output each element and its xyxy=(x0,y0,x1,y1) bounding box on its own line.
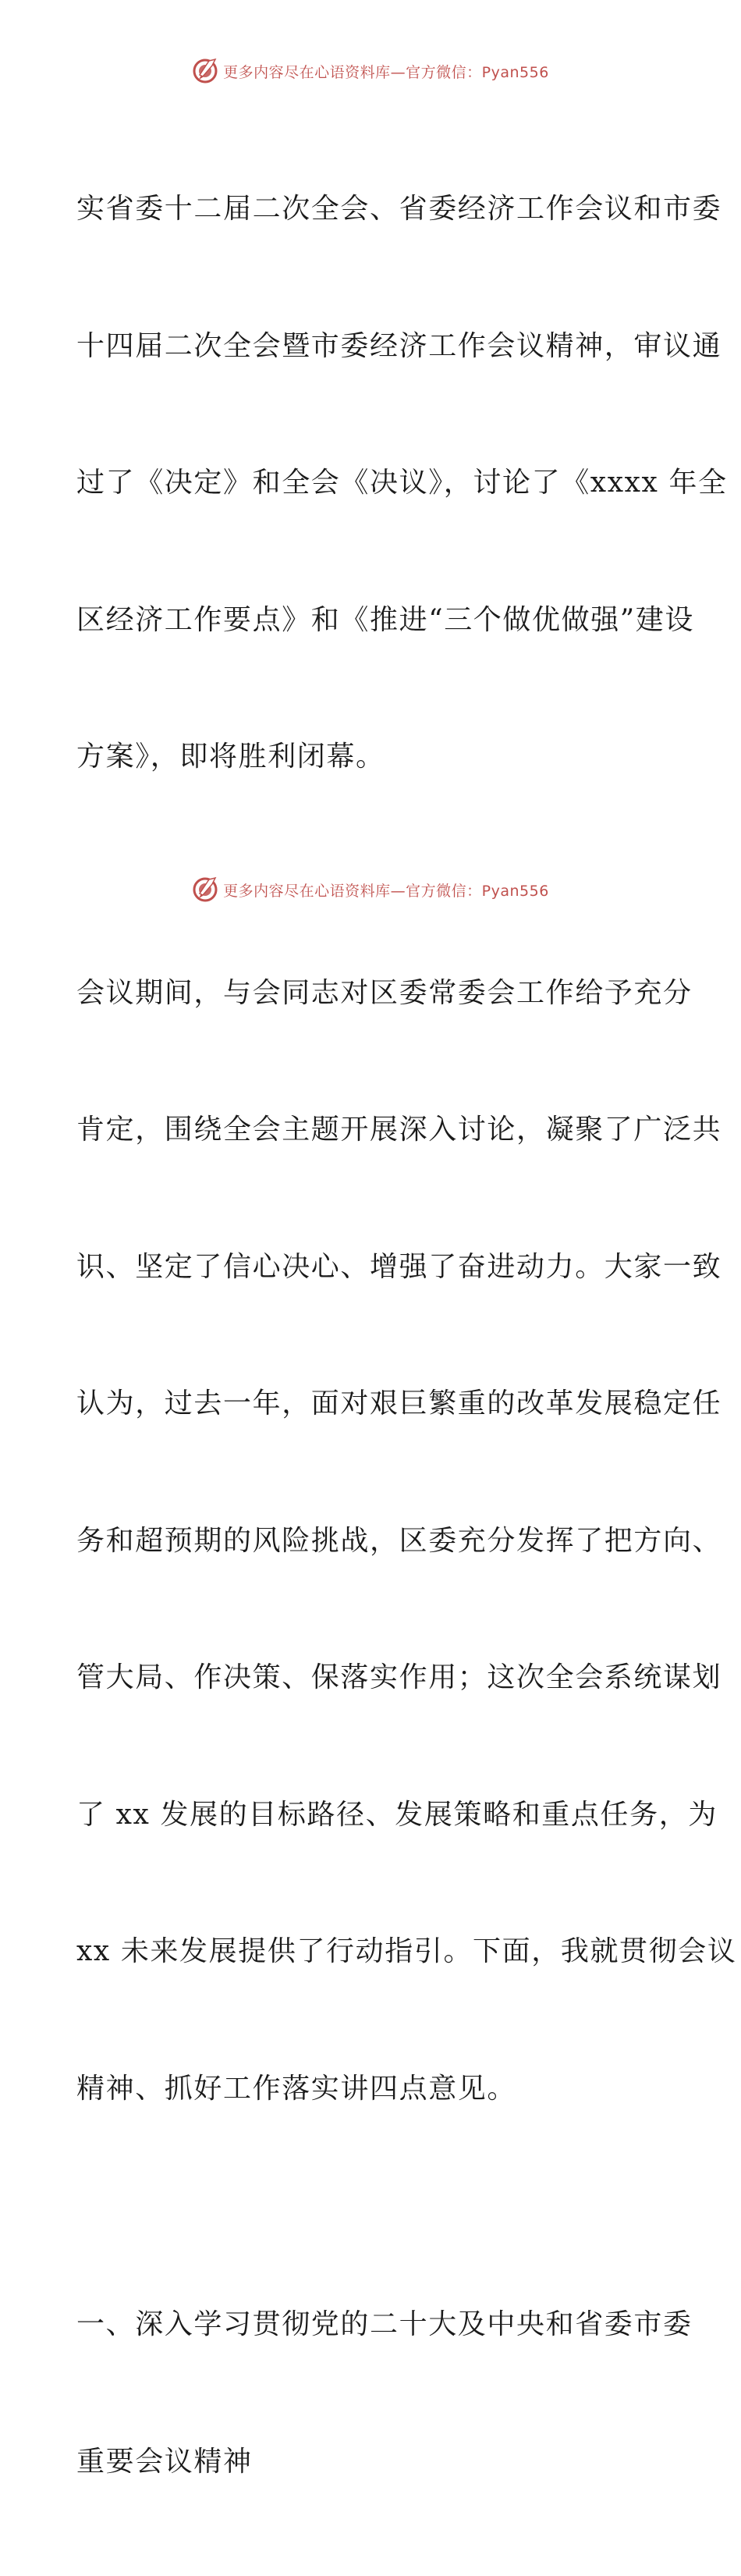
section-heading xyxy=(76,2211,693,2576)
text-line: 重要会议精神 xyxy=(76,2445,253,2478)
text-line: 十四届二次全会暨市委经济工作会议精神，审议通 xyxy=(76,329,722,362)
pen-in-circle-logo-icon xyxy=(192,58,218,84)
text-line: 实省委十二届二次全会、省委经济工作会议和市委 xyxy=(76,193,722,225)
text-line: 一、深入学习贯彻党的二十大及中央和省委市委 xyxy=(76,2308,693,2340)
text-line: 务和超预期的风险挑战，区委充分发挥了把方向、 xyxy=(76,1524,722,1557)
paragraph xyxy=(76,95,728,872)
text-line: 认为，过去一年，面对艰巨繁重的改革发展稳定任 xyxy=(76,1387,722,1419)
document-body xyxy=(76,95,737,2576)
text-line: 肯定，围绕全会主题开展深入讨论，凝聚了广泛共 xyxy=(76,1114,722,1146)
text-line: 了 xx 发展的目标路径、发展策略和重点任务，为 xyxy=(76,1798,718,1831)
text-line: 精神、抓好工作落实讲四点意见。 xyxy=(76,2072,517,2105)
paragraph xyxy=(76,879,737,2204)
watermark-text: 更多内容尽在心语资料库—官方微信：Pyan556 xyxy=(223,63,549,81)
text-line: 过了《决定》和全会《决议》，讨论了《xxxx 年全 xyxy=(76,467,728,499)
text-line: 区经济工作要点》和《推进“三个做优做强”建设 xyxy=(76,603,695,636)
text-line: 方案》，即将胜利闭幕。 xyxy=(76,741,385,773)
footer-watermark xyxy=(0,874,741,905)
watermark-text: 更多内容尽在心语资料库—官方微信：Pyan556 xyxy=(223,882,549,900)
text-line: 会议期间，与会同志对区委常委会工作给予充分 xyxy=(76,976,693,1009)
pen-in-circle-logo-icon xyxy=(192,876,218,903)
text-line: xx 未来发展提供了行动指引。下面，我就贯彻会议 xyxy=(76,1935,737,1967)
header-watermark xyxy=(0,55,741,87)
text-line: 管大局、作决策、保落实作用；这次全会系统谋划 xyxy=(76,1661,722,1693)
text-line: 识、坚定了信心决心、增强了奋进动力。大家一致 xyxy=(76,1250,722,1283)
